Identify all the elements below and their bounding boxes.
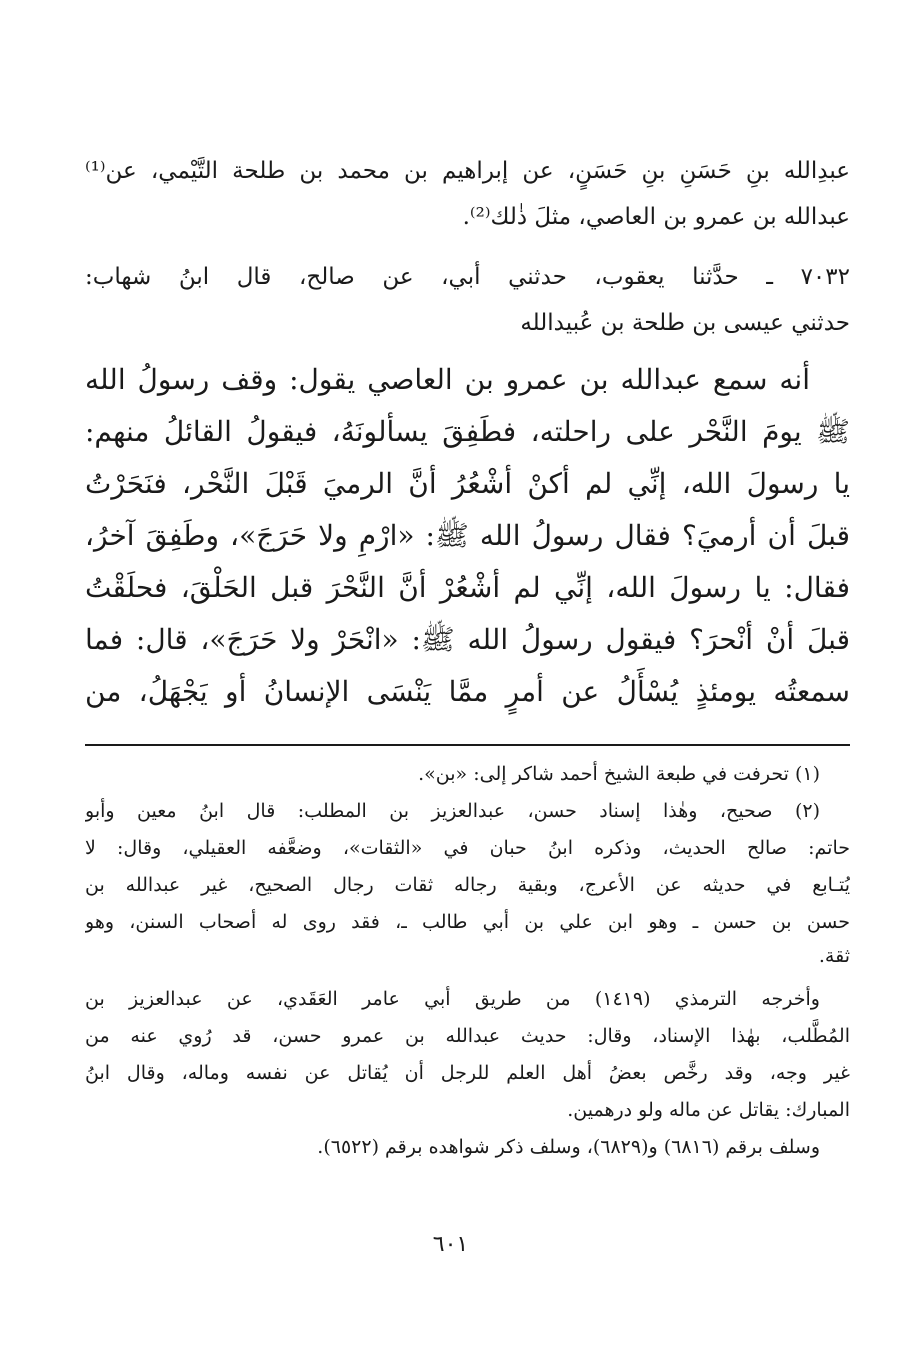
text-line: يا رسولَ الله، إنِّي لم أكنْ أشْعُرُ أنَّ الرميَ قَبْلَ النَّحْر، فنَحَرْتُ (85, 467, 850, 500)
text-line: أنه سمع عبدالله بن عمرو بن العاصي يقول: وقف رسولُ الله (85, 363, 810, 396)
footnote-2-line: وسلف برقم (٦٨١٦) و(٦٨٢٩)، وسلف ذكر شواهده برقم (٦٥٢٢). (317, 1136, 820, 1158)
footnote-2-line: يُتـابع في حديثه عن الأعرج، وبقية رجاله ثقات رجال الصحيح، غير عبدالله بن (85, 874, 850, 896)
text-line: حدثني عيسى بن طلحة بن عُبيدالله (520, 310, 850, 336)
page-number: ٦٠١ (432, 1232, 469, 1257)
text-line: قبلَ أن أرميَ؟ فقال رسولُ الله ﷺ: «ارْمِ ولا حَرَجَ»، وطَفِقَ آخرُ، (85, 519, 850, 552)
hadith-isnad (85, 254, 850, 346)
text-line: ﷺ يومَ النَّحْر على راحلته، فطَفِقَ يسألونَهُ، فيقولُ القائلُ منهم: (85, 415, 850, 448)
footnote-2-line: غير وجه، وقد رخَّص بعضُ أهل العلم للرجل أن يُقاتل عن نفسه وماله، وقال ابنُ (85, 1062, 850, 1084)
isnad-continuation (85, 148, 850, 240)
footnote-2-line: (٢) صحيح، وهٰذا إسناد حسن، عبدالعزيز بن المطلب: قال ابنُ معين وأبو (85, 800, 820, 822)
text-line: سمعتُه يومئذٍ يُسْأَلُ عن أمرٍ ممَّا يَنْسَى الإنسانُ أو يَجْهَلُ، من (85, 675, 850, 708)
text-line: عبدِالله بنِ حَسَنِ بنِ حَسَنٍ، عن إبراهيم بن محمد بن طلحة التَّيْمي، عن⁽¹⁾ (85, 158, 850, 184)
footnote-2-line: المبارك: يقاتل عن ماله ولو درهمين. (567, 1099, 850, 1121)
hadith-number-line: ٧٠٣٢ ـ حدَّثنا يعقوب، حدثني أبي، عن صالح، قال ابنُ شهاب: (85, 264, 850, 290)
hadith-matn (85, 354, 850, 718)
footnote-2-line: حسن بن حسن ـ وهو ابن علي بن أبي طالب ـ، فقد روى له أصحاب السنن، وهو (85, 911, 850, 933)
footnote-divider (85, 744, 850, 746)
text-line: عبدالله بن عمرو بن العاصي، مثلَ ذٰلك⁽²⁾. (462, 204, 850, 230)
footnote-2-line: حاتم: صالح الحديث، وذكره ابنُ حبان في «الثقات»، وضعَّفه العقيلي، وقال: لا (85, 837, 850, 859)
footnote-1: (١) تحرفت في طبعة الشيخ أحمد شاكر إلى: «بن». (418, 763, 820, 785)
footnotes (85, 756, 850, 1166)
footnote-2-line: المُطَّلب، بهٰذا الإسناد، وقال: حديث عبدالله بن عمرو حسن، قد رُوي عنه من (85, 1025, 850, 1047)
footnote-2-line: وأخرجه الترمذي (١٤١٩) من طريق أبي عامر العَقَدي، عن عبدالعزيز بن (85, 988, 820, 1010)
text-line: فقال: يا رسولَ الله، إنِّي لم أشْعُرْ أنَّ النَّحْرَ قبل الحَلْقَ، فحلَقْتُ (85, 571, 850, 604)
footnote-2-line: ثقة. (818, 945, 850, 967)
text-line: قبلَ أنْ أنْحرَ؟ فيقول رسولُ الله ﷺ: «انْحَرْ ولا حَرَجَ»، قال: فما (85, 623, 850, 656)
